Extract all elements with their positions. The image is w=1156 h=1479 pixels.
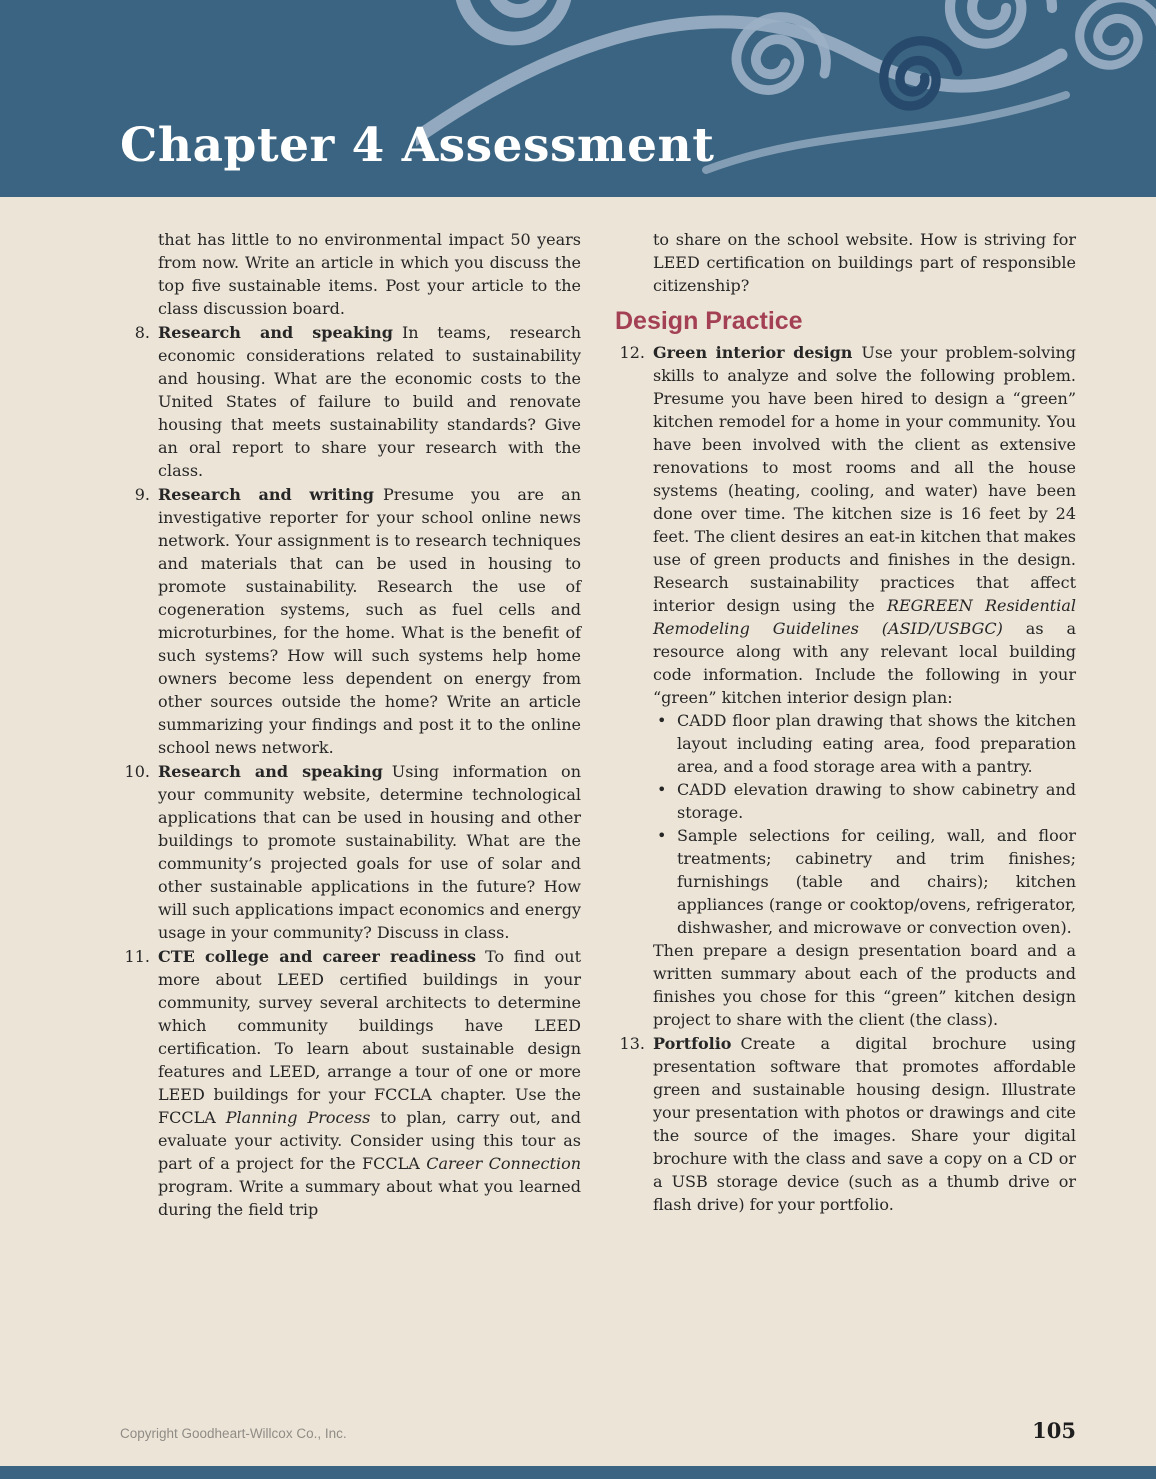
- bullet-icon: •: [657, 826, 667, 845]
- bullet-item: [657, 824, 1076, 939]
- section-heading-design-practice: Design Practice: [615, 307, 803, 335]
- left-column: [120, 228, 581, 1221]
- page-body: [120, 228, 1076, 1221]
- item-closing-text: Then prepare a design presentation board and a written summary about each of the products and finishes you chose for this “green” kitchen design project to share with the client (the class).: [653, 941, 1076, 1029]
- item-text: Research and speaking Using information on your community website, determine technological applications that can be used in housing and other buildings to promote sustainability. What are the community’s projected goals for use of solar and other sustainable applications in the future? How will such applications impact economics and energy usage in your community? Discuss in class.: [158, 762, 581, 942]
- bottom-accent-bar: [0, 1466, 1156, 1479]
- assessment-item: [615, 1032, 1076, 1216]
- item-body: [653, 341, 1076, 1031]
- item-body: [653, 1032, 1076, 1216]
- page-footer: [120, 1418, 1076, 1443]
- item-body: [158, 945, 581, 1221]
- bullet-item: [657, 778, 1076, 824]
- item-number: 12.: [619, 343, 645, 362]
- right-column: [615, 228, 1076, 1221]
- item-text: CTE college and career readiness To find out more about LEED certified buildings in your community, survey several architects to determine which community buildings have LEED certification. To learn about sustainable design features and LEED, arrange a tour of one or more LEED buildings for your FCCLA chapter. Use the FCCLA Planning Process to plan, carry out, and evaluate your activity. Consider using this tour as part of a project for the FCCLA Career Connection program. Write a summary about what you learned during the field trip: [158, 947, 582, 1219]
- item-number: 10.: [124, 762, 150, 781]
- item-text: Research and speaking In teams, research economic considerations related to sustainability and housing. What are the economic costs to the United States of failure to build and renovate housing that meets sustainability standards? Give an oral report to share your research with the class.: [158, 323, 581, 480]
- chapter-header-banner: [0, 0, 1156, 197]
- assessment-item: [120, 760, 581, 944]
- item-number: 11.: [124, 947, 150, 966]
- item-text: Green interior design Use your problem-solving skills to analyze and solve the following problem. Presume you have been hired to design a “green” kitchen remodel for a home in your community. You have been involved with the client as extensive renovations to most rooms and all the house systems (heating, cooling, and water) have been done over time. The kitchen size is 16 feet by 24 feet. The client desires an eat-in kitchen that makes use of green products and finishes in the design. Research sustainability practices that affect interior design using the REGREEN Residential Remodeling Guidelines (ASID/USBGC) as a resource along with any relevant local building code information. Include the following in your “green” kitchen interior design plan:: [653, 343, 1077, 707]
- item-number: 9.: [134, 485, 150, 504]
- assessment-item-list: [615, 341, 1076, 1216]
- bullet-icon: •: [657, 711, 667, 730]
- item-body: [158, 321, 581, 482]
- item-body: [158, 483, 581, 759]
- copyright-text: Copyright Goodheart-Willcox Co., Inc.: [120, 1426, 347, 1441]
- item-body: [158, 760, 581, 944]
- item-number: 8.: [134, 323, 150, 342]
- item-number: 13.: [619, 1034, 645, 1053]
- page-number: 105: [1032, 1418, 1076, 1443]
- chapter-title: Chapter 4 Assessment: [120, 118, 715, 173]
- continued-paragraph: to share on the school website. How is striving for LEED certification on buildings part of responsible citizenship?: [653, 230, 1076, 295]
- bullet-icon: •: [657, 780, 667, 799]
- item-text: Portfolio Create a digital brochure using presentation software that promotes affordable green and sustainable housing design. Illustrate your presentation with photos or drawings and cite the source of the images. Share your digital brochure with the class and save a copy on a CD or a USB storage device (such as a thumb drive or flash drive) for your portfolio.: [653, 1034, 1076, 1214]
- assessment-item: [120, 321, 581, 482]
- assessment-item-list: [120, 321, 581, 1221]
- bullet-text: Sample selections for ceiling, wall, and floor treatments; cabinetry and trim finishes; furnishings (table and chairs); kitchen appliances (range or cooktop/ovens, refrigerator, dishwasher, and microwave or convection oven).: [677, 826, 1076, 937]
- bullet-text: CADD floor plan drawing that shows the kitchen layout including eating area, food preparation area, and a food storage area with a pantry.: [677, 711, 1076, 776]
- continued-paragraph: that has little to no environmental impact 50 years from now. Write an article in which you discuss the top five sustainable items. Post your article to the class discussion board.: [158, 230, 581, 318]
- assessment-item: [120, 945, 581, 1221]
- assessment-item: [615, 341, 1076, 1031]
- bullet-list: [653, 709, 1076, 939]
- assessment-item: [120, 483, 581, 759]
- bullet-item: [657, 709, 1076, 778]
- bullet-text: CADD elevation drawing to show cabinetry and storage.: [677, 780, 1076, 822]
- item-text: Research and writing Presume you are an investigative reporter for your school online news network. Your assignment is to research techniques and materials that can be used in housing to promote sustainability. Research the use of cogeneration systems, such as fuel cells and microturbines, for the home. What is the benefit of such systems? How will such systems help home owners become less dependent on energy from other sources outside the home? Write an article summarizing your findings and post it to the online school news network.: [158, 485, 582, 757]
